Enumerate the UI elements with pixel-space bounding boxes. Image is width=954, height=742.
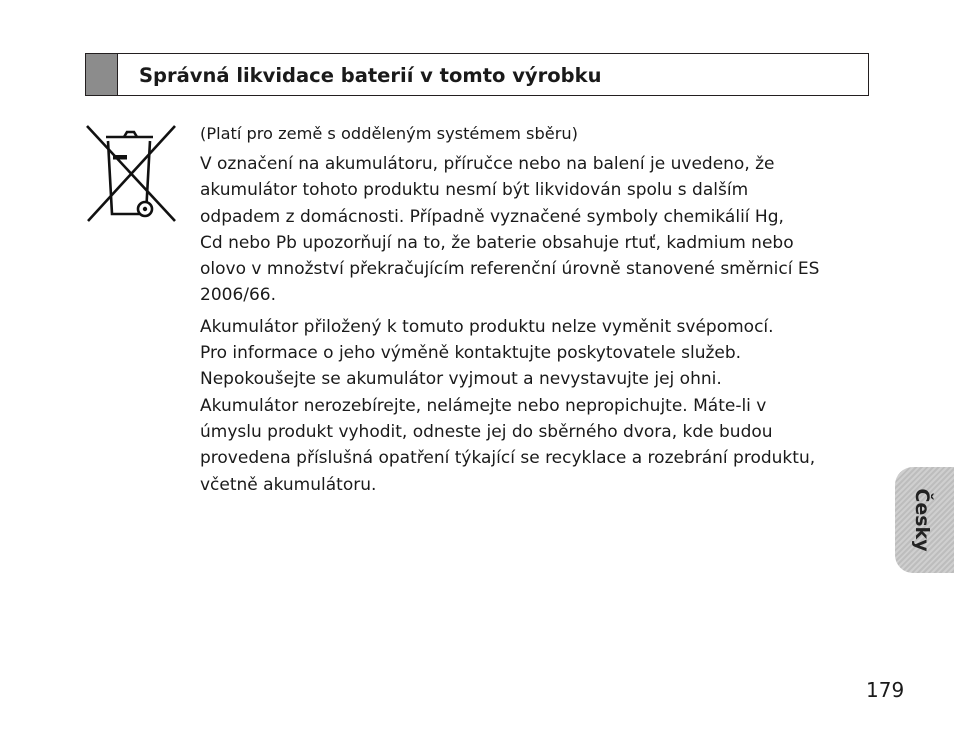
text-line: V označení na akumulátoru, příručce nebo na balení je uvedeno, že bbox=[200, 154, 775, 174]
text-line: Pro informace o jeho výměně kontaktujte poskytovatele služeb. bbox=[200, 343, 742, 364]
text-line: úmyslu produkt vyhodit, odneste jej do sběrného dvora, kde budou bbox=[200, 421, 773, 442]
language-tab-label: Česky bbox=[911, 488, 933, 552]
body-text bbox=[200, 121, 870, 498]
text-line: akumulátor tohoto produktu nesmí být likvidován spolu s dalším bbox=[200, 180, 749, 201]
text-line: odpadem z domácnosti. Případně vyznačené symboly chemikálií Hg, bbox=[200, 206, 784, 227]
paragraph-battery-replacement bbox=[200, 314, 870, 498]
text-line: olovo v množství překračujícím referenční úrovně stanovené směrnicí ES bbox=[200, 259, 820, 280]
language-tab bbox=[895, 467, 954, 573]
text-line: Akumulátor přiložený k tomuto produktu nelze vyměnit svépomocí. bbox=[200, 316, 774, 337]
text-line: 2006/66. bbox=[200, 285, 277, 306]
applicability-note: (Platí pro země s odděleným systémem sběru) bbox=[200, 124, 578, 143]
text-line: Akumulátor nerozebírejte, nelámejte nebo nepropichujte. Máte-li v bbox=[200, 395, 767, 416]
page-number: 179 bbox=[866, 678, 905, 702]
text-line: včetně akumulátoru. bbox=[200, 474, 377, 495]
paragraph-battery-disposal bbox=[200, 151, 870, 309]
text-line: provedena příslušná opatření týkající se recyklace a rozebrání produktu, bbox=[200, 448, 816, 469]
crossed-out-wheeled-bin-icon bbox=[84, 124, 179, 224]
section-title: Správná likvidace baterií v tomto výrobku bbox=[139, 64, 602, 87]
header-accent-block bbox=[86, 54, 118, 95]
text-line: Nepokoušejte se akumulátor vyjmout a nevystavujte jej ohni. bbox=[200, 369, 722, 390]
section-header bbox=[85, 53, 869, 96]
text-line: Cd nebo Pb upozorňují na to, že baterie obsahuje rtuť, kadmium nebo bbox=[200, 232, 794, 253]
